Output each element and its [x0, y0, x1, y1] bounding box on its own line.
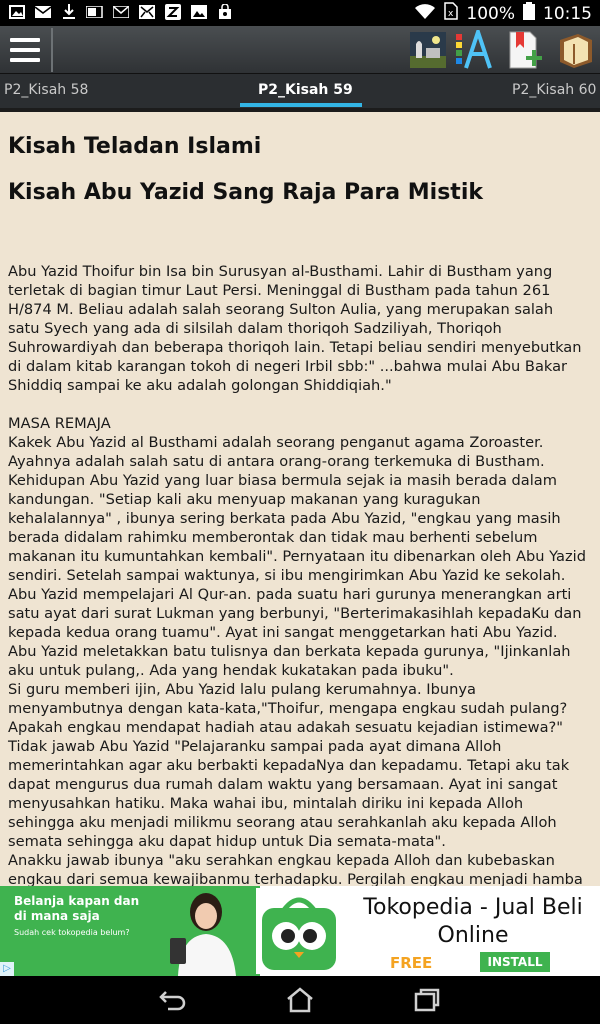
- paragraph: Abu Yazid Thoifur bin Isa bin Surusyan al-Busthami. Lahir di Bustham yang terletak di bagian timur Laut Persi. Meninggal di Bustham pada tahun 261 H/874 M. Beliau adalah salah seorang Sulton Aulia, yang merupakan salah satu Syech yang ada di silsilah dalam thoriqoh Sadziliyah, Thoriqoh Suhrowardiyah dan beberapa thoriqoh lain. Tetapi beliau sendiri menyebutkan di dalam kitab karangan tokoh di negeri Irbil sbb:" ...bahwa mulai Abu Bakar Shiddiq sampai ke aku adalah golongan Shiddiqiah.": [8, 263, 582, 394]
- svg-text:x: x: [448, 9, 454, 19]
- mail-outline-icon: [138, 4, 156, 20]
- ad-title[interactable]: Tokopedia - Jual Beli Online: [363, 895, 583, 948]
- action-bar: [0, 26, 600, 74]
- paragraph: Anakku jawab ibunya "aku serahkan engkau kepada Alloh dan kubebaskan engkau dari semua kewajibanmu terhadapku. Pergilah engkau menjadi hamba: [8, 852, 583, 886]
- font-a-icon[interactable]: [454, 30, 494, 70]
- article-content[interactable]: [0, 108, 600, 886]
- wifi-icon: [414, 2, 436, 25]
- menu-button[interactable]: [0, 26, 50, 74]
- tokopedia-logo-icon[interactable]: [256, 888, 342, 974]
- ad-tagline: Belanja kapan dan di mana saja: [14, 894, 140, 923]
- menu-icon: [10, 38, 40, 42]
- article-body: [8, 262, 588, 886]
- section-heading: MASA REMAJA: [8, 415, 111, 432]
- paragraph: Kakek Abu Yazid al Busthami adalah seorang penganut agama Zoroaster. Ayahnya adalah salah satu di antara orang-orang terkemuka di Bustham. Kehidupan Abu Yazid yang luar biasa bermula sejak ia masih berada dalam kandungan. "Setiap kali aku menyuap makanan yang kuragukan kehalalannya" , ibunya sering berkata pada Abu Yazid, "engkau yang masih berada didalam rahimku memberontak dan tidak mau berhenti sebelum makanan itu kumuntahkan kembali". Pernyataan itu dibenarkan oleh Abu Yazid sendiri. Setelah sampai waktunya, si ibu mengirimkan Abu Yazid ke sekolah. Abu Yazid mempelajari Al Qur-an. pada suatu hari gurunya menerangkan arti satu ayat dari surat Lukman yang berbunyi, "Berterimakasihlah kepadaKu dan kepada kedua orang tuamu". Ayat ini sangat menggetarkan hati Abu Yazid. Abu Yazid meletakkan batu tulisnya dan berkata kepada gurunya, "Ijinkanlah aku untuk pulang,. Ada yang hendak kukatakan pada ibuku".: [8, 434, 586, 679]
- sim-icon: [444, 2, 458, 25]
- add-bookmark-icon[interactable]: [504, 30, 544, 70]
- ad-image[interactable]: [0, 886, 260, 976]
- install-button[interactable]: INSTALL: [480, 952, 550, 972]
- article-title: Kisah Abu Yazid Sang Raja Para Mistik: [8, 180, 483, 205]
- shopping-bag-icon: [216, 4, 234, 20]
- ad-choices-icon[interactable]: ▷: [0, 962, 14, 976]
- ad-subtext: Sudah cek tokopedia belum?: [14, 928, 130, 937]
- category-heading: Kisah Teladan Islami: [8, 134, 262, 159]
- paragraph: Tidak jawab Abu Yazid "Pelajaranku sampai pada ayat dimana Alloh memerintahkan agar aku berbakti kepadaNya dan kepadamu. Tetapi aku tak dapat mengurus dua rumah dalam waktu yang bersamaan. Ayat ini sangat menyusahkan hatiku. Maka wahai ibu, mintalah diriku ini kepada Alloh sehingga aku menjadi milikmu seorang atau serahkanlah aku kepada Alloh semata sehingga aku dapat hidup untuk Dia semata-mata".: [8, 738, 570, 850]
- clock: 10:15: [543, 3, 592, 24]
- gmail-icon: [112, 4, 130, 20]
- battery-percent: 100%: [466, 3, 515, 24]
- notification-icons: [8, 4, 234, 20]
- battery-icon: [523, 2, 535, 25]
- back-icon[interactable]: [158, 986, 188, 1014]
- recents-icon[interactable]: [412, 986, 442, 1014]
- status-bar: [0, 0, 600, 26]
- download-icon: [60, 4, 78, 20]
- islamic-image-icon[interactable]: [408, 30, 448, 70]
- active-tab-indicator: [240, 103, 362, 107]
- ad-banner[interactable]: [0, 886, 600, 976]
- z-app-icon: [164, 4, 182, 20]
- ad-model-illustration: [160, 890, 250, 976]
- book-icon[interactable]: [556, 30, 596, 70]
- tab-kisah-58[interactable]: P2_Kisah 58: [4, 82, 89, 98]
- photo-icon: [8, 4, 26, 20]
- paragraph: Si guru memberi ijin, Abu Yazid lalu pulang kerumahnya. Ibunya menyambutnya dengan kata-kata,"Thoifur, mengapa engkau sudah pulang? Apakah engkau mendapat hadiah atau adakah sesuatu kejadian istimewa?": [8, 681, 568, 736]
- tab-kisah-59[interactable]: P2_Kisah 59: [258, 82, 353, 98]
- ad-price: FREE: [390, 954, 433, 972]
- navigation-bar: [0, 976, 600, 1024]
- mail-icon: [34, 4, 52, 20]
- divider: [51, 28, 53, 72]
- home-icon[interactable]: [285, 986, 315, 1014]
- gallery-icon: [190, 4, 208, 20]
- tab-kisah-60[interactable]: P2_Kisah 60: [512, 82, 597, 98]
- tab-strip: [0, 74, 600, 108]
- battery-full-icon: [86, 4, 104, 20]
